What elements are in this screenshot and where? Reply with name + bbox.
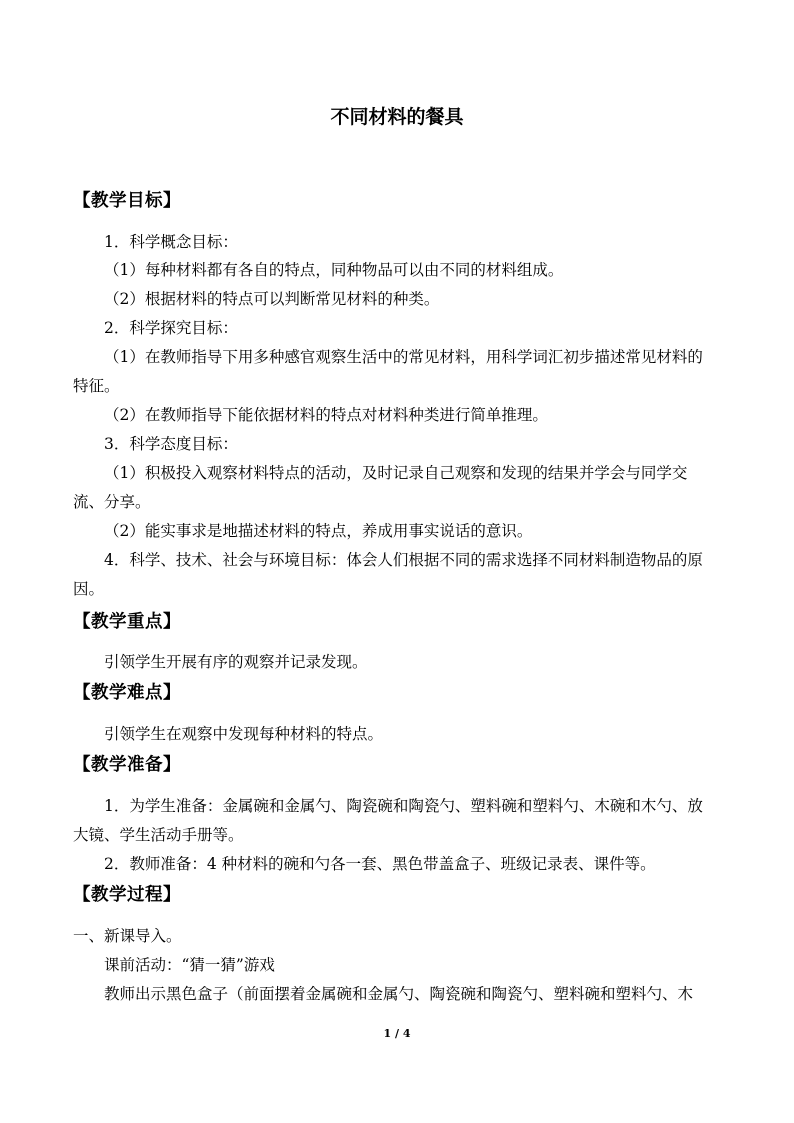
paragraph-line: 2．科学探究目标： <box>104 319 238 337</box>
paragraph-line: 1．为学生准备：金属碗和金属勺、陶瓷碗和陶瓷勺、塑料碗和塑料勺、木碗和木勺、放 <box>104 797 703 815</box>
paragraph-line: 一、新课导入。 <box>73 927 182 945</box>
section-heading-preparation: 【教学准备】 <box>73 755 181 775</box>
paragraph-line: （2）根据材料的特点可以判断常见材料的种类。 <box>104 290 440 308</box>
paragraph-line: 1．科学概念目标： <box>104 233 238 251</box>
page-number: 1 / 4 <box>383 1027 411 1040</box>
paragraph-line: 引领学生在观察中发现每种材料的特点。 <box>104 725 384 743</box>
paragraph-line: 教师出示黑色盒子（前面摆着金属碗和金属勺、陶瓷碗和陶瓷勺、塑料碗和塑料勺、木 <box>104 985 694 1003</box>
document-title: 不同材料的餐具 <box>330 106 464 128</box>
paragraph-line: （2）能实事求是地描述材料的特点，养成用事实说话的意识。 <box>104 522 533 540</box>
section-heading-objectives: 【教学目标】 <box>73 191 181 211</box>
paragraph-line: （2）在教师指导下能依据材料的特点对材料种类进行简单推理。 <box>104 406 548 424</box>
section-heading-process: 【教学过程】 <box>73 885 181 905</box>
paragraph-line: （1）每种材料都有各自的特点，同种物品可以由不同的材料组成。 <box>104 261 564 279</box>
section-heading-difficulties: 【教学难点】 <box>73 683 181 703</box>
paragraph-line: 4．科学、技术、社会与环境目标：体会人们根据不同的需求选择不同材料制造物品的原 <box>104 551 703 569</box>
paragraph-line: 因。 <box>73 580 105 598</box>
paragraph-line: 大镜、学生活动手册等。 <box>73 826 244 844</box>
paragraph-line: 特征。 <box>73 377 120 395</box>
paragraph-line: 引领学生开展有序的观察并记录发现。 <box>104 653 368 671</box>
paragraph-line: 2．教师准备：4 种材料的碗和勺各一套、黑色带盖盒子、班级记录表、课件等。 <box>104 855 656 873</box>
paragraph-line: 流、分享。 <box>73 493 151 511</box>
paragraph-line: （1）积极投入观察材料特点的活动，及时记录自己观察和发现的结果并学会与同学交 <box>104 464 688 482</box>
section-heading-key-points: 【教学重点】 <box>73 612 181 632</box>
paragraph-line: （1）在教师指导下用多种感官观察生活中的常见材料，用科学词汇初步描述常见材料的 <box>104 348 703 366</box>
paragraph-line: 3．科学态度目标： <box>104 435 238 453</box>
paragraph-line: 课前活动：“猜一猜”游戏 <box>104 956 275 974</box>
